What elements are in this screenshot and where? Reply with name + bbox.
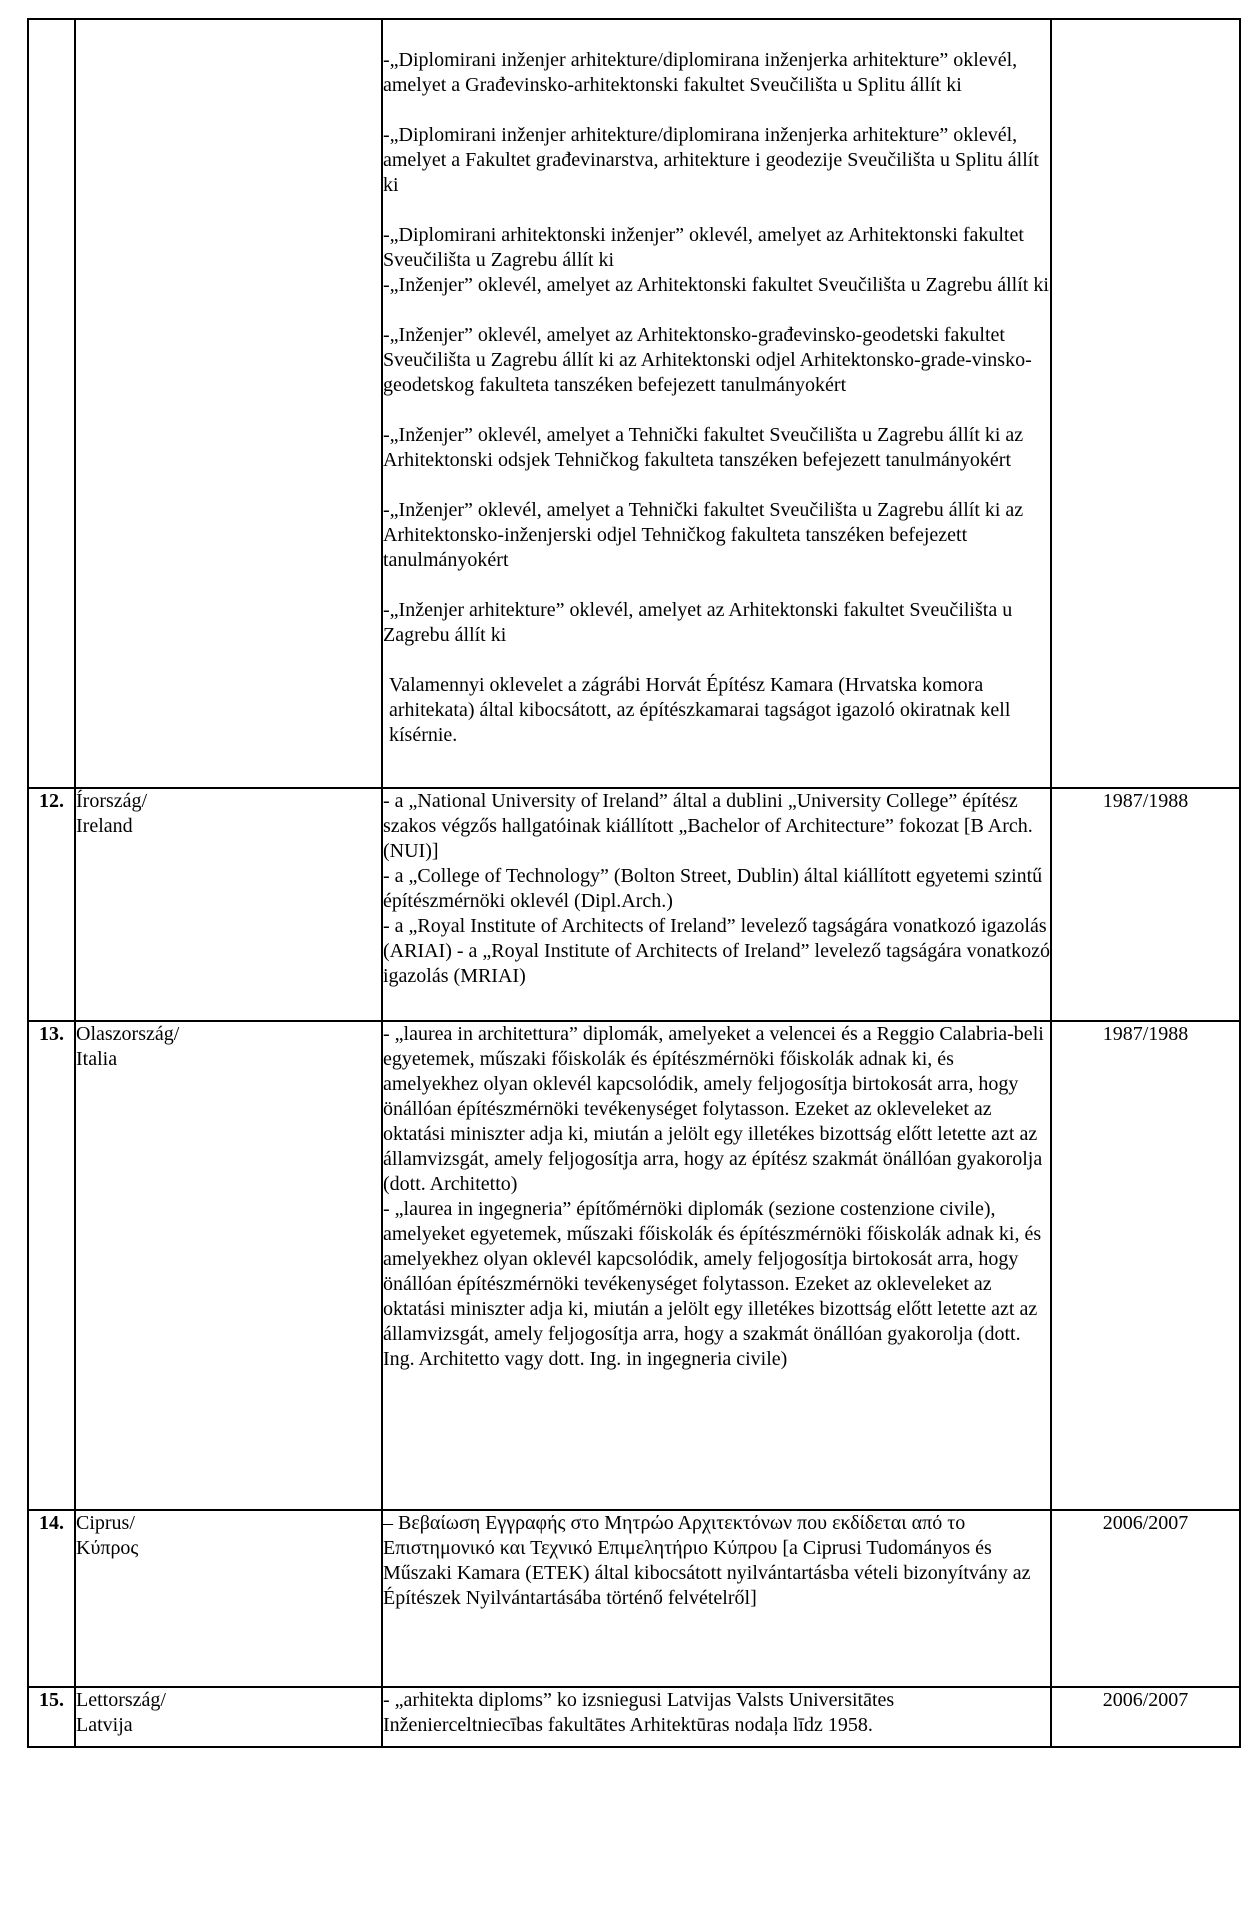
qualification-cell	[382, 1510, 1051, 1687]
qualification-cell	[382, 1687, 1051, 1747]
country-name-hu: Írország/	[76, 790, 148, 812]
country-name-native: Κύπρος	[76, 1537, 139, 1559]
table-row	[28, 19, 1240, 788]
document-table	[27, 18, 1241, 1748]
table-row	[28, 1510, 1240, 1687]
qualification-paragraph: -„Inženjer” oklevél, amelyet az Arhitektonski fakultet Sveučilišta u Zagrebu állít ki	[383, 274, 1049, 296]
qualification-paragraph: - a „National University of Ireland” által a dublini „University College” építész szakos végzős hallgatóinak kiállított „Bachelor of Architecture” fokozat [B Arch. (NUI)]	[383, 790, 1033, 862]
country-name-hu: Lettország/	[76, 1689, 166, 1711]
country-name-native: Latvija	[76, 1714, 133, 1736]
qualification-paragraph: -„Inženjer” oklevél, amelyet az Arhitektonsko-građevinsko-geodetski fakultet Sveučilišta u Zagrebu állít ki az Arhitektonski odjel Arhitektonsko-grade-vinsko-geodetskog fakulteta tanszéken befejezett tanulmányokért	[383, 324, 1032, 396]
year-cell: 2006/2007	[1051, 1687, 1240, 1747]
row-number: 14.	[28, 1510, 75, 1687]
qualification-paragraph: -„Diplomirani inženjer arhitekture/diplomirana inženjerka arhitekture” oklevél, amelyet a Fakultet građevinarstva, arhitekture i geodezije Sveučilišta u Splitu állít ki	[383, 124, 1039, 196]
country-name-native: Italia	[76, 1048, 118, 1070]
qualification-cell	[382, 1021, 1051, 1510]
year-cell: 2006/2007	[1051, 1510, 1240, 1687]
country-cell	[75, 19, 382, 788]
year-cell: 1987/1988	[1051, 788, 1240, 1021]
table-row	[28, 788, 1240, 1021]
table-row	[28, 1687, 1240, 1747]
country-cell	[75, 1687, 382, 1747]
country-cell	[75, 788, 382, 1021]
qualification-paragraph: -„Inženjer” oklevél, amelyet a Tehnički fakultet Sveučilišta u Zagrebu állít ki az Arhitektonski odsjek Tehničkog fakulteta tanszéken befejezett tanulmányokért	[383, 424, 1024, 471]
year-cell: 1987/1988	[1051, 1021, 1240, 1510]
country-cell	[75, 1021, 382, 1510]
qualification-paragraph: -„Inženjer arhitekture” oklevél, amelyet az Arhitektonski fakultet Sveučilišta u Zagrebu állít ki	[383, 599, 1013, 646]
row-number: 12.	[28, 788, 75, 1021]
year-cell	[1051, 19, 1240, 788]
qualification-paragraph: -„Diplomirani inženjer arhitekture/diplomirana inženjerka arhitekture” oklevél, amelyet a Građevinsko-arhitektonski fakultet Sveučilišta u Splitu állít ki	[383, 49, 1018, 96]
country-name-hu: Ciprus/	[76, 1512, 135, 1534]
qualification-paragraph: - „laurea in architettura” diplomák, amelyeket a velencei és a Reggio Calabria-beli egyetemek, műszaki főiskolák és építészmérnöki főiskolák adnak ki, és amelyekhez olyan oklevél kapcsolódik, amely feljogosítja birtokosát arra, hogy önállóan építészmérnöki tevékenységet folytasson. Ezeket az okleveleket az oktatási miniszter adja ki, miután a jelölt egy illetékes bizottság előtt letette azt az államvizsgát, amely feljogosítja arra, hogy az építész szakmát önállóan gyakorolja (dott. Architetto)	[383, 1023, 1044, 1195]
qualification-cell	[382, 788, 1051, 1021]
row-number: 13.	[28, 1021, 75, 1510]
qualification-note: Valamennyi oklevelet a zágrábi Horvát Építész Kamara (Hrvatska komora arhitekata) által kibocsátott, az építészkamarai tagságot igazoló okiratnak kell kísérnie.	[389, 674, 1011, 746]
qualification-paragraph: - a „College of Technology” (Bolton Street, Dublin) által kiállított egyetemi szintű építészmérnöki oklevél (Dipl.Arch.)	[383, 865, 1043, 912]
country-name-native: Ireland	[76, 815, 133, 837]
qualification-paragraph: - „arhitekta diploms” ko izsniegusi Latvijas Valsts Universitātes Inženierceltniecības fakultātes Arhitektūras nodaļa līdz 1958.	[383, 1689, 895, 1736]
qualification-paragraph: -„Diplomirani arhitektonski inženjer” oklevél, amelyet az Arhitektonski fakultet Sveučilišta u Zagrebu állít ki	[383, 224, 1024, 271]
qualification-cell	[382, 19, 1051, 788]
country-name-hu: Olaszország/	[76, 1023, 180, 1045]
qualification-paragraph: -„Inženjer” oklevél, amelyet a Tehnički fakultet Sveučilišta u Zagrebu állít ki az Arhitektonsko-inženjerski odjel Tehničkog fakulteta tanszéken befejezett tanulmányokért	[383, 499, 1024, 571]
qualification-paragraph: - a „Royal Institute of Architects of Ireland” levelező tagságára vonatkozó igazolás (ARIAI) - a „Royal Institute of Architects of Ireland” levelező tagságára vonatkozó igazolás (MRIAI)	[383, 915, 1050, 987]
qualification-paragraph: – Βεβαίωση Εγγραφής στο Μητρώο Αρχιτεκτόνων που εκδίδεται από το Επιστημονικό και Τεχνικό Επιμελητήριο Κύπρου [a Ciprusi Tudományos és Műszaki Kamara (ETEK) által kibocsátott nyilvántartásba vételi bizonyítvány az Építészek Nyilvántartásába történő felvételről]	[383, 1512, 1031, 1609]
row-number: 15.	[28, 1687, 75, 1747]
country-cell	[75, 1510, 382, 1687]
row-number	[28, 19, 75, 788]
qualification-paragraph: - „laurea in ingegneria” építőmérnöki diplomák (sezione costenzione civile), amelyeket egyetemek, műszaki főiskolák és építészmérnöki főiskolák adnak ki, és amelyekhez olyan oklevél kapcsolódik, amely feljogosítja birtokosát arra, hogy önállóan építészmérnöki tevékenységet folytasson. Ezeket az okleveleket az oktatási miniszter adja ki, miután a jelölt egy illetékes bizottság előtt letette azt az államvizsgát, amely feljogosítja arra, hogy a szakmát önállóan gyakorolja (dott. Ing. Architetto vagy dott. Ing. in ingegneria civile)	[383, 1198, 1042, 1370]
table-row	[28, 1021, 1240, 1510]
